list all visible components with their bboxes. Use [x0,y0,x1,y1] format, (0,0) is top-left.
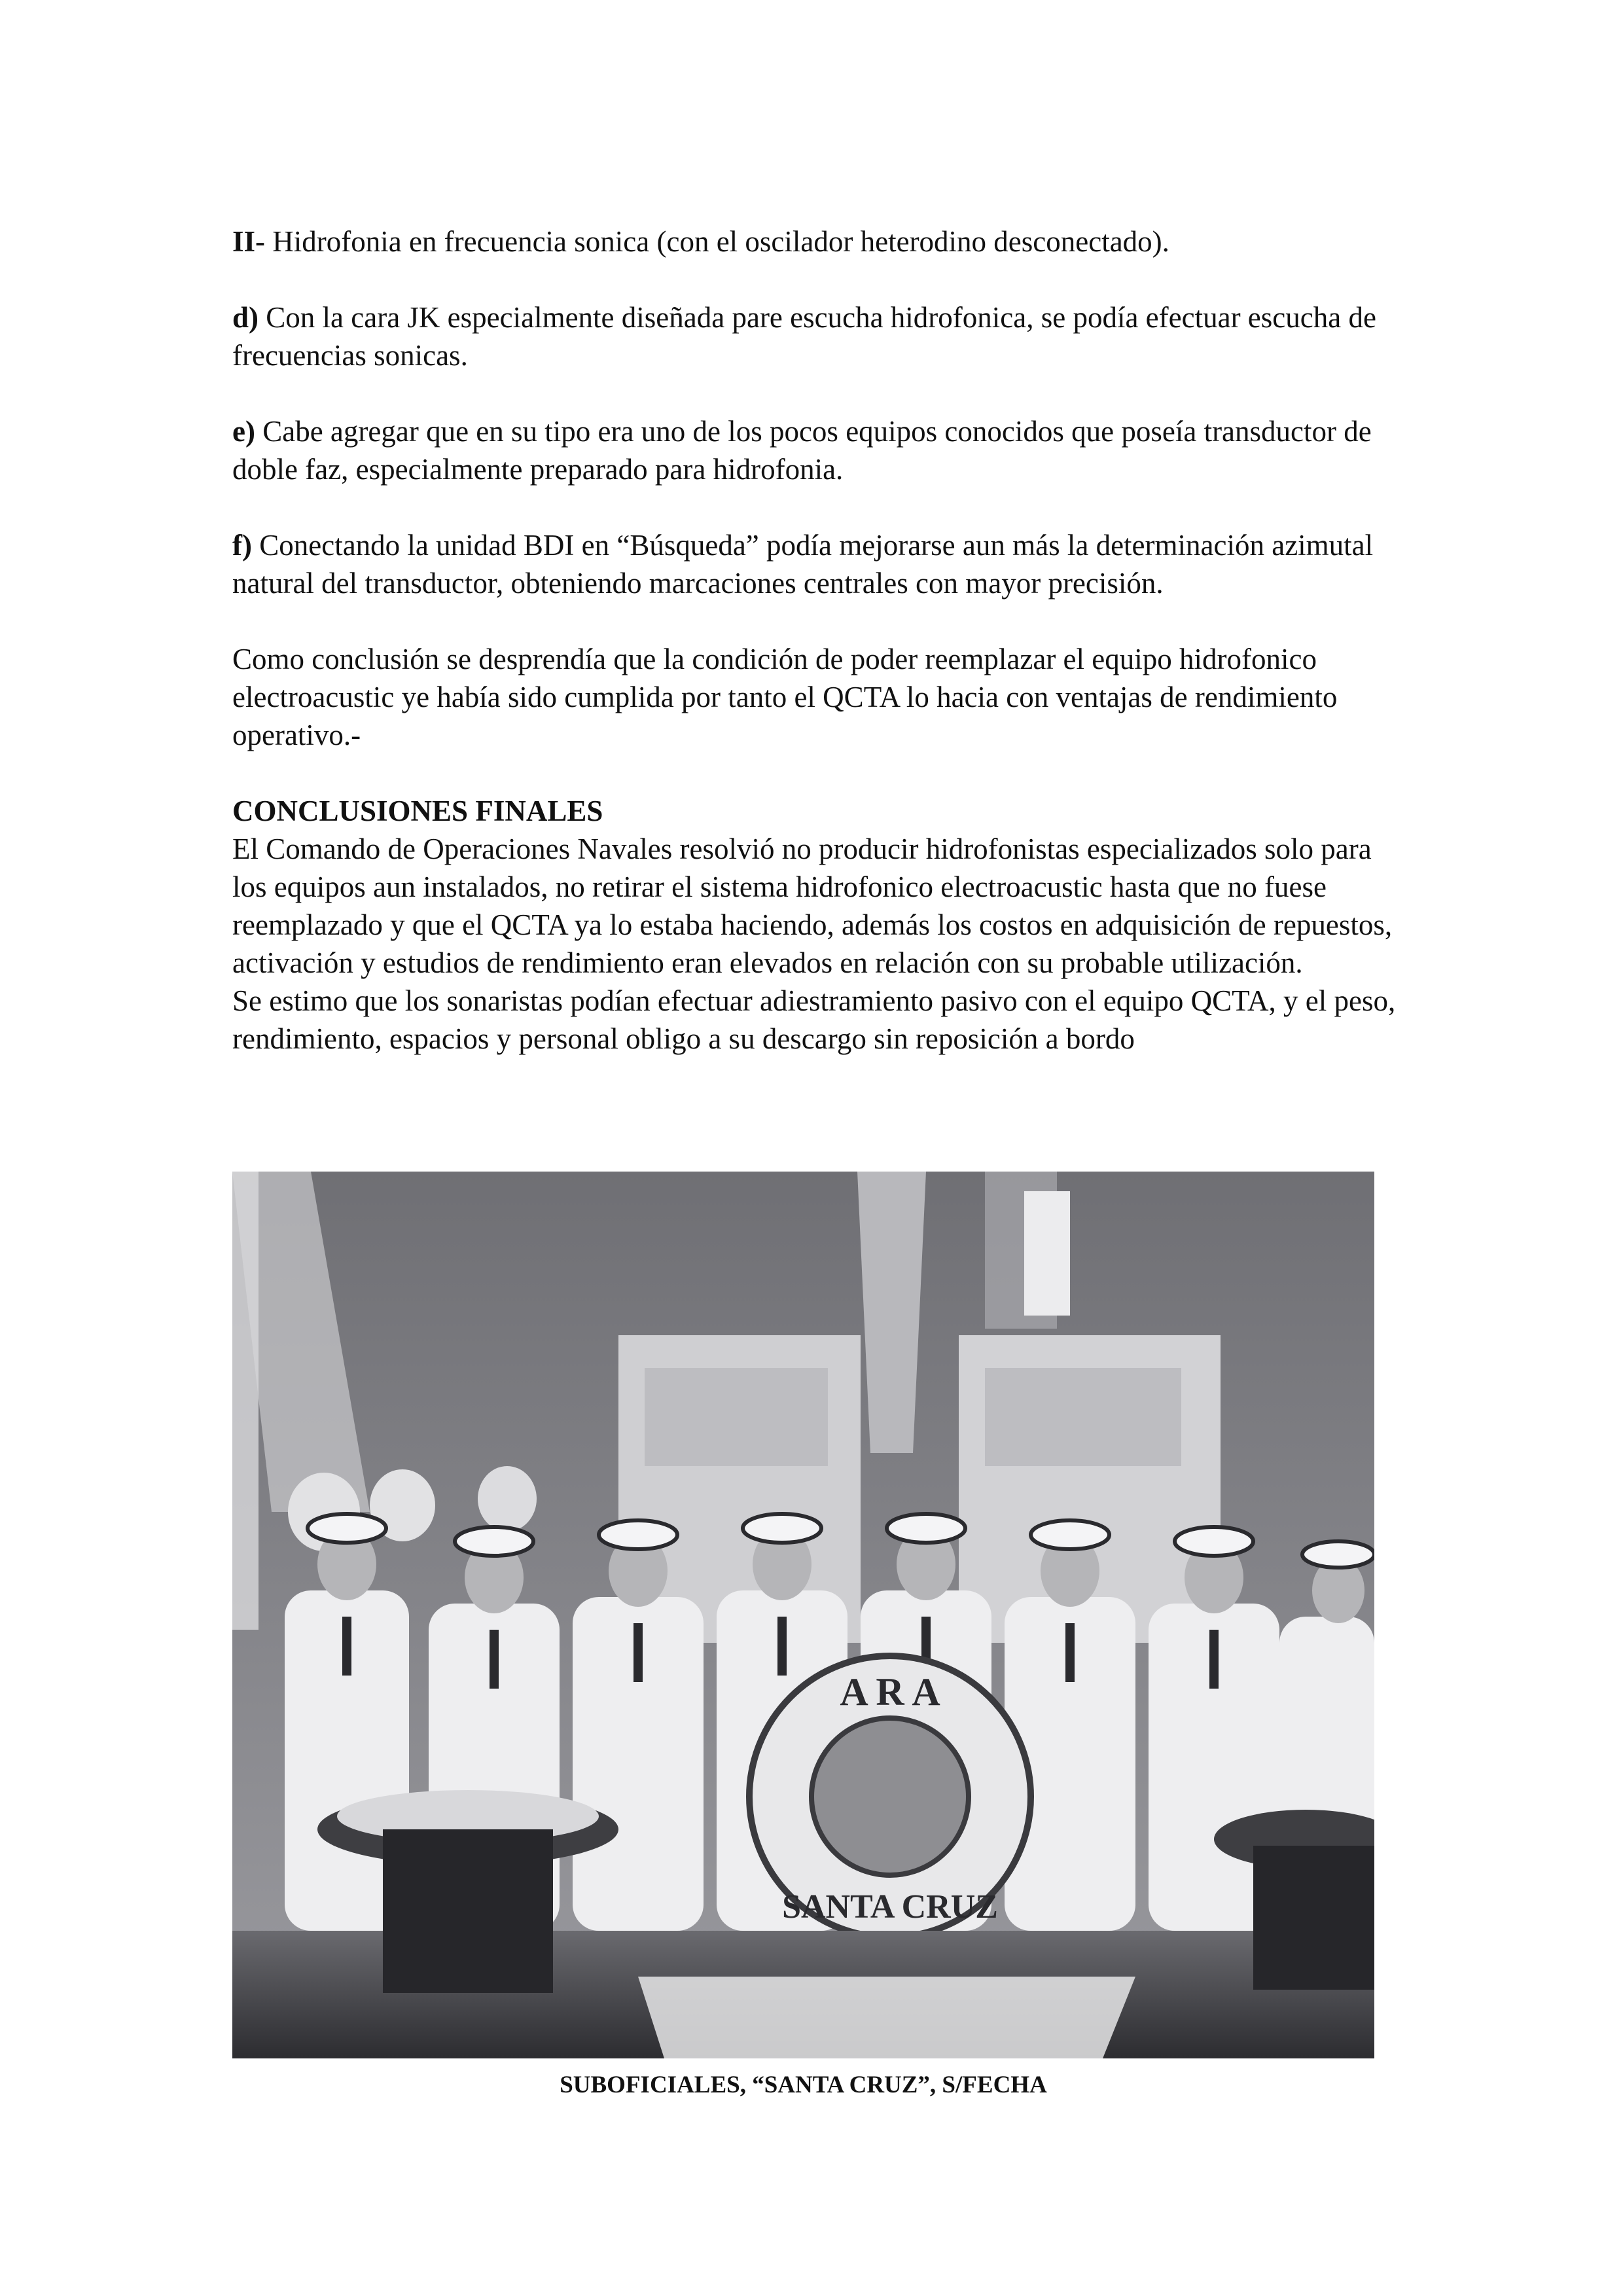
conclusions-paragraph-1: El Comando de Operaciones Navales resolvió no producir hidrofonistas especializados solo para los equipos aun instalados, no retirar el sistema hidrofonico electroacustic hasta que no fuese reemplazado y que el QCTA ya lo estaba haciendo, además los costos en adquisición de repuestos, activación y estudios de rendimiento eran elevados en relación con su probable utilización. [232,833,1393,979]
lifebuoy-text-bottom: SANTA CRUZ [782,1888,998,1926]
section-heading: CONCLUSIONES FINALES [232,795,603,827]
conclusions-paragraph-2: Se estimo que los sonaristas podían efectuar adiestramiento pasivo con el equipo QCTA, y el peso, rendimiento, espacios y personal obligo a su descargo sin reposición a bordo [232,984,1396,1055]
document-body [232,223,1404,1058]
paragraph-f: f) Conectando la unidad BDI en “Búsqueda” podía mejorarse aun más la determinación azimutal natural del transductor, obteniendo marcaciones centrales con mayor precisión. [232,529,1374,600]
photo-caption: SUBOFICIALES, “SANTA CRUZ”, S/FECHA [560,2072,1047,2098]
lifebuoy [749,1656,1031,1937]
paragraph-e: e) Cabe agregar que en su tipo era uno de los pocos equipos conocidos que poseía transductor de doble faz, especialmente preparado para hidrofonia. [232,415,1372,486]
paragraph-ii: II- Hidrofonia en frecuencia sonica (con el oscilador heterodino desconectado). [232,225,1169,258]
crew-photograph [232,1172,1374,2058]
crew-photo-illustration [232,1172,1374,2058]
paragraph-d: d) Con la cara JK especialmente diseñada pare escucha hidrofonica, se podía efectuar escucha de frecuencias sonicas. [232,301,1376,372]
lifebuoy-text-top: A R A [840,1670,940,1713]
paragraph-conclusion: Como conclusión se desprendía que la condición de poder reemplazar el equipo hidrofonico electroacustic ye había sido cumplida por tanto el QCTA lo hacia con ventajas de rendimiento operativo.- [232,643,1338,751]
